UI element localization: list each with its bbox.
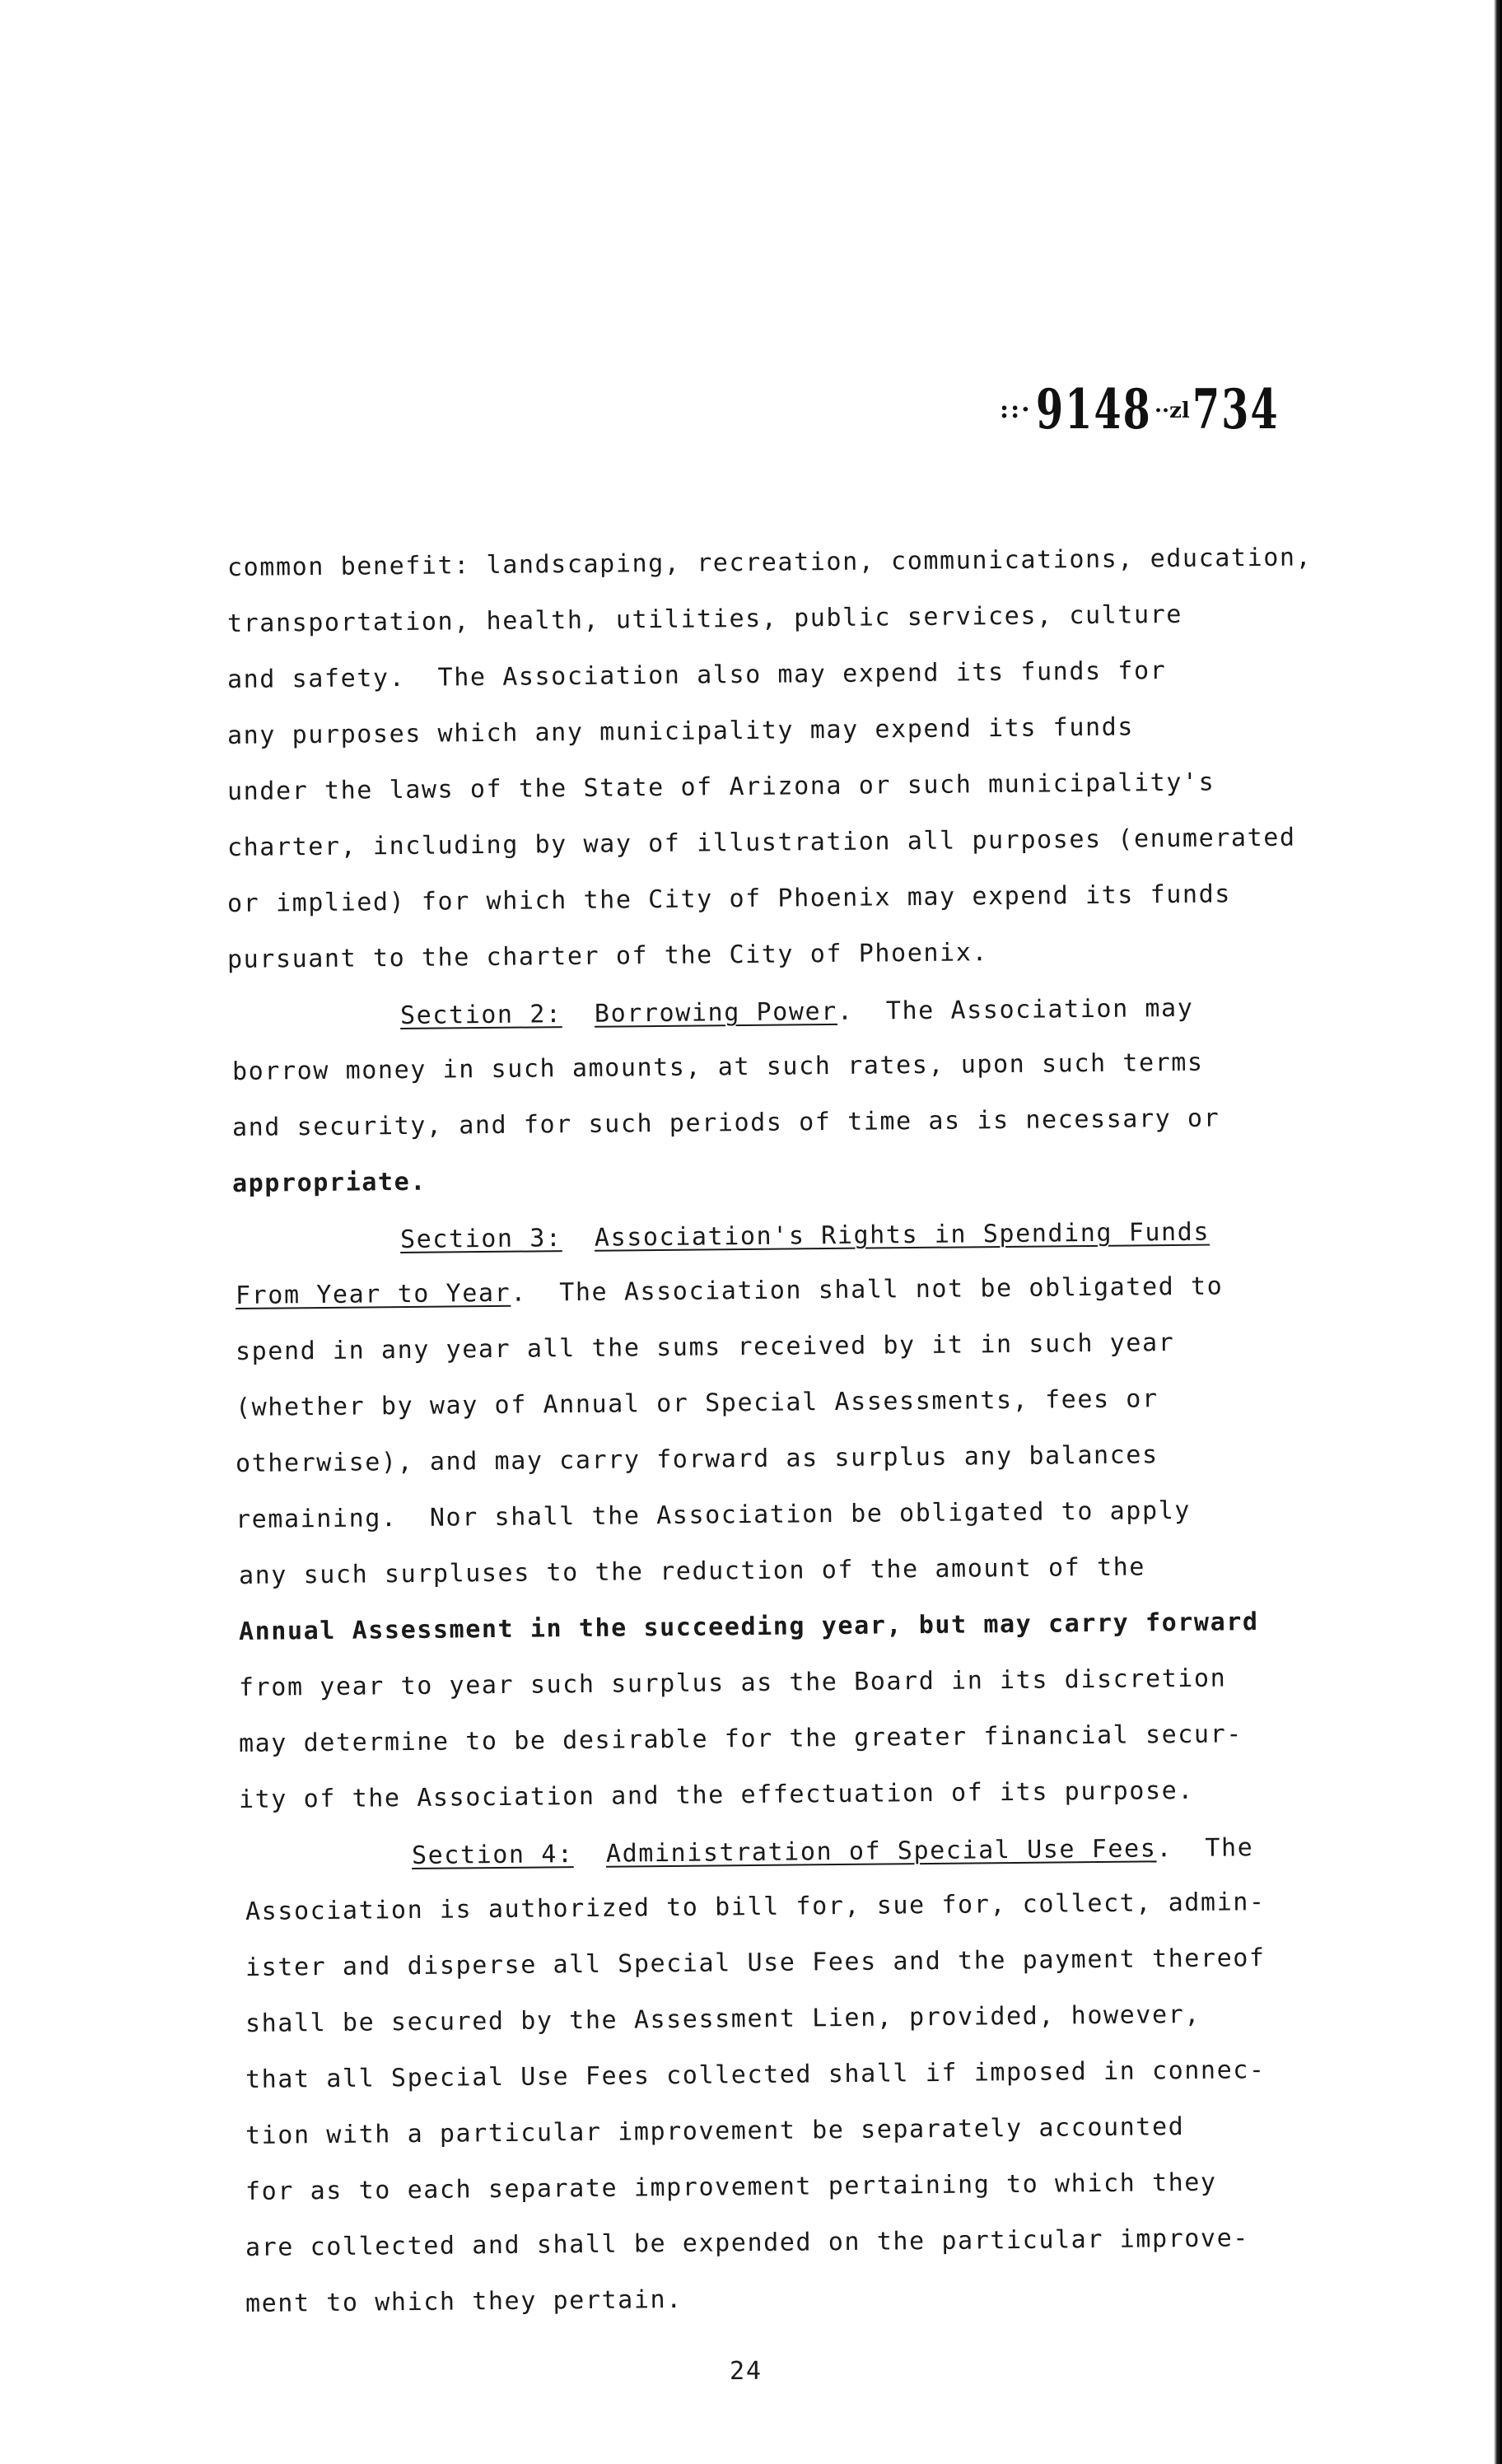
text-line: and safety. The Association also may expend its funds for — [226, 656, 1167, 694]
section-heading-continuation — [236, 1270, 1224, 1313]
text-line: ment to which they pertain. — [245, 2284, 683, 2318]
text-line: tion with a particular improvement be separately accounted — [245, 2112, 1185, 2150]
scan-edge — [1494, 0, 1502, 2464]
docket-number: 9148 — [1036, 377, 1152, 441]
page-number: 24 — [730, 2357, 763, 2386]
section-heading-line — [400, 992, 1194, 1033]
text-line: or implied) for which the City of Phoenix may expend its funds — [226, 880, 1232, 918]
heading-period: . — [511, 1278, 528, 1308]
section-title-continued: From Year to Year — [235, 1278, 511, 1310]
text-line: borrow money in such amounts, at such rates, upon such terms — [231, 1048, 1204, 1086]
text-line: under the laws of the State of Arizona or such municipality's — [226, 768, 1215, 806]
text-line: ity of the Association and the effectuation of its purpose. — [238, 1776, 1195, 1814]
text-line: any purposes which any municipality may expend its funds — [226, 712, 1135, 750]
text-run: The Association may — [853, 993, 1194, 1026]
text-line: from year to year such surplus as the Board in its discretion — [238, 1664, 1227, 1702]
section-title: Administration of Special Use Fees — [605, 1834, 1157, 1869]
text-run: The Association shall not be obligated to — [526, 1272, 1224, 1308]
text-line: charter, including by way of illustration all purposes (enumerated — [226, 823, 1296, 862]
text-line: ister and disperse all Special Use Fees and the payment thereof — [245, 1944, 1266, 1982]
text-line: spend in any year all the sums received by it in such year — [235, 1328, 1175, 1366]
section-number: Section 4: — [411, 1840, 574, 1870]
text-line: common benefit: landscaping, recreation, communications, education, — [226, 543, 1313, 582]
text-line: are collected and shall be expended on the particular improve- — [245, 2224, 1250, 2262]
text-line: may determine to be desirable for the greater financial secur- — [238, 1720, 1243, 1758]
section-title: Association's Rights in Spending Funds — [594, 1217, 1210, 1253]
text-line: Association is authorized to bill for, sue for, collect, admin- — [245, 1888, 1266, 1926]
text-line: Annual Assessment in the succeeding year, but may carry forward — [238, 1608, 1259, 1646]
heading-period: . — [1156, 1834, 1173, 1864]
section-heading-line — [412, 1832, 1254, 1873]
stamp-page-number: 734 — [1192, 377, 1280, 441]
section-number: Section 2: — [399, 1000, 562, 1030]
stamp-page-tag: ··zl — [1154, 399, 1190, 423]
text-line: that all Special Use Fees collected shall if imposed in connec- — [245, 2056, 1266, 2094]
text-line: transportation, health, utilities, public services, culture — [226, 600, 1183, 638]
text-line: shall be secured by the Assessment Lien, provided, however, — [245, 2000, 1201, 2038]
section-title: Borrowing Power — [594, 996, 838, 1029]
text-line: for as to each separate improvement pertaining to which they — [245, 2168, 1217, 2206]
text-line: appropriate. — [231, 1167, 427, 1198]
recording-stamp — [1000, 377, 1296, 441]
text-line: and security, and for such periods of time as is necessary or — [231, 1104, 1220, 1142]
text-line: pursuant to the charter of the City of Phoenix. — [226, 938, 989, 974]
text-line: otherwise), and may carry forward as surplus any balances — [235, 1440, 1159, 1478]
heading-period: . — [837, 996, 854, 1026]
text-line: (whether by way of Annual or Special Assessments, fees or — [235, 1384, 1159, 1422]
section-heading-line — [400, 1216, 1210, 1257]
text-line: remaining. Nor shall the Association be obligated to apply — [235, 1496, 1192, 1534]
text-line: any such surpluses to the reduction of the amount of the — [238, 1552, 1146, 1590]
stamp-prefix: ::· — [1000, 395, 1032, 424]
text-run: The — [1172, 1833, 1254, 1864]
section-number: Section 3: — [399, 1224, 562, 1254]
